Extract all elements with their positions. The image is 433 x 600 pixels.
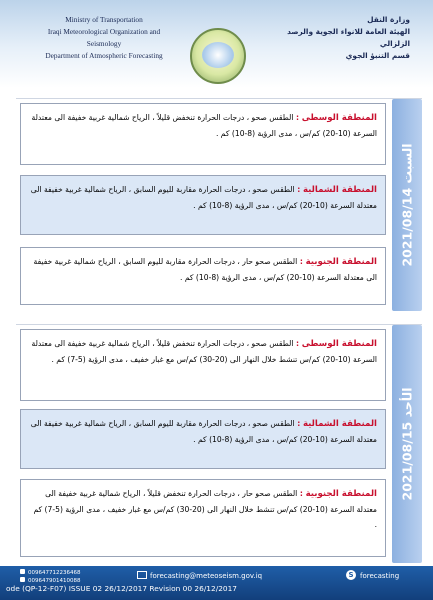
region-forecast-text: الطقس صحو حار ، درجات الحرارة تنخفض قليلاً ، الرياح شمالية غربية خفيفة الى معتدلة السرعة (10-20) كم/س تنشط خلال النهار الى (20-30) كم/س مع غبار خفيف ، مدى الرؤية (5-7) كم . — [33, 489, 377, 529]
region-name: المنطقة الوسطى — [301, 339, 377, 349]
phone-number: 009647712236468 — [28, 570, 81, 576]
ministry-name-en: Ministry of Transportation — [65, 15, 143, 24]
phone-icon — [20, 577, 25, 582]
region-name: المنطقة الوسطى — [301, 113, 377, 123]
department-name-en: Department of Atmospheric Forecasting — [45, 51, 163, 60]
region-card-central: المنطقة الوسطى : الطقس صحو ، درجات الحرارة تنخفض قليلاً ، الرياح شمالية غربية خفيفة الى معتدلة السرعة (10-20) كم/س تنشط خلال النهار الى (20-30) كم/س مع غبار خفيف ، مدى الرؤية (5-7) كم . — [20, 329, 386, 401]
region-card-south: المنطقة الجنوبية : الطقس صحو حار ، درجات الحرارة مقاربة لليوم السابق ، الرياح شمالية غربية خفيفة الى معتدلة السرعة (10-20) كم/س ، مدى الرؤية (8-10) كم . — [20, 247, 386, 305]
header-english-block — [44, 14, 164, 62]
region-card-north: المنطقة الشمالية : الطقس صحو ، درجات الحرارة مقاربة لليوم السابق ، الرياح شمالية غربية خفيفة الى معتدلة السرعة (10-20) كم/س ، مدى الرؤية (8-10) كم . — [20, 175, 386, 235]
page-header — [0, 0, 433, 88]
organization-logo — [190, 28, 246, 84]
day-label: السبت 2021/08/14 — [399, 143, 415, 267]
header-arabic-block — [282, 14, 410, 62]
region-name: المنطقة الجنوبية — [305, 257, 377, 267]
region-name: المنطقة الشمالية — [302, 185, 377, 195]
organization-name-en: Iraqi Meteorological Organization and Seismology — [47, 27, 161, 48]
day-label: الأحد 2021/08/15 — [399, 387, 415, 501]
region-name: المنطقة الشمالية — [302, 419, 377, 429]
ministry-name-ar: وزارة النقل — [367, 15, 410, 24]
region-name: المنطقة الجنوبية — [305, 489, 377, 499]
organization-name-ar: الهيئة العامة للانواء الجوية والرصد الزلزالي — [287, 27, 410, 48]
page-footer — [0, 566, 433, 600]
department-name-ar: قسم التنبؤ الجوي — [345, 51, 410, 60]
region-forecast-text: الطقس صحو ، درجات الحرارة تنخفض قليلاً ، الرياح شمالية غربية خفيفة الى معتدلة السرعة (10-20) كم/س تنشط خلال النهار الى (20-30) كم/س مع غبار خفيف ، مدى الرؤية (5-7) كم . — [31, 339, 377, 364]
cloud-emblem-icon — [202, 42, 234, 68]
day-section-sunday — [16, 324, 422, 563]
footer-email-link[interactable]: forecasting@meteoseism.gov.iq — [150, 572, 263, 580]
day-tab — [392, 99, 422, 311]
email-icon — [137, 571, 147, 579]
footer-phones — [20, 569, 81, 585]
phone-number: 009647901410088 — [28, 578, 81, 584]
footer-social-handle[interactable]: forecasting — [360, 572, 400, 580]
region-forecast-text: الطقس صحو ، درجات الحرارة تنخفض قليلاً ، الرياح شمالية غربية خفيفة الى معتدلة السرعة (10-20) كم/س ، مدى الرؤية (8-10) كم . — [31, 113, 377, 138]
region-forecast-text: الطقس صحو حار ، درجات الحرارة مقاربة لليوم السابق ، الرياح شمالية غربية خفيفة الى معتدلة السرعة (10-20) كم/س ، مدى الرؤية (8-10) كم . — [33, 257, 377, 282]
region-card-north: المنطقة الشمالية : الطقس صحو ، درجات الحرارة مقاربة لليوم السابق ، الرياح شمالية غربية خفيفة الى معتدلة السرعة (10-20) كم/س ، مدى الرؤية (8-10) كم . — [20, 409, 386, 469]
region-forecast-text: الطقس صحو ، درجات الحرارة مقاربة لليوم السابق ، الرياح شمالية غربية خفيفة الى معتدلة السرعة (10-20) كم/س ، مدى الرؤية (8-10) كم . — [30, 419, 377, 444]
day-tab — [392, 325, 422, 563]
skype-icon: S — [346, 570, 356, 580]
day-section-saturday — [16, 98, 422, 311]
region-forecast-text: الطقس صحو ، درجات الحرارة مقاربة لليوم السابق ، الرياح شمالية غربية خفيفة الى معتدلة السرعة (10-20) كم/س ، مدى الرؤية (8-10) كم . — [30, 185, 377, 210]
phone-icon — [20, 569, 25, 574]
document-code-line: ode (QP-12-F07) ISSUE 02 26/12/2017 Revision 00 26/12/2017 — [6, 584, 238, 593]
region-card-central: المنطقة الوسطى : الطقس صحو ، درجات الحرارة تنخفض قليلاً ، الرياح شمالية غربية خفيفة الى معتدلة السرعة (10-20) كم/س ، مدى الرؤية (8-10) كم . — [20, 103, 386, 165]
region-card-south: المنطقة الجنوبية : الطقس صحو حار ، درجات الحرارة تنخفض قليلاً ، الرياح شمالية غربية خفيفة الى معتدلة السرعة (10-20) كم/س تنشط خلال النهار الى (20-30) كم/س مع غبار خفيف ، مدى الرؤية (5-7) كم . — [20, 479, 386, 557]
